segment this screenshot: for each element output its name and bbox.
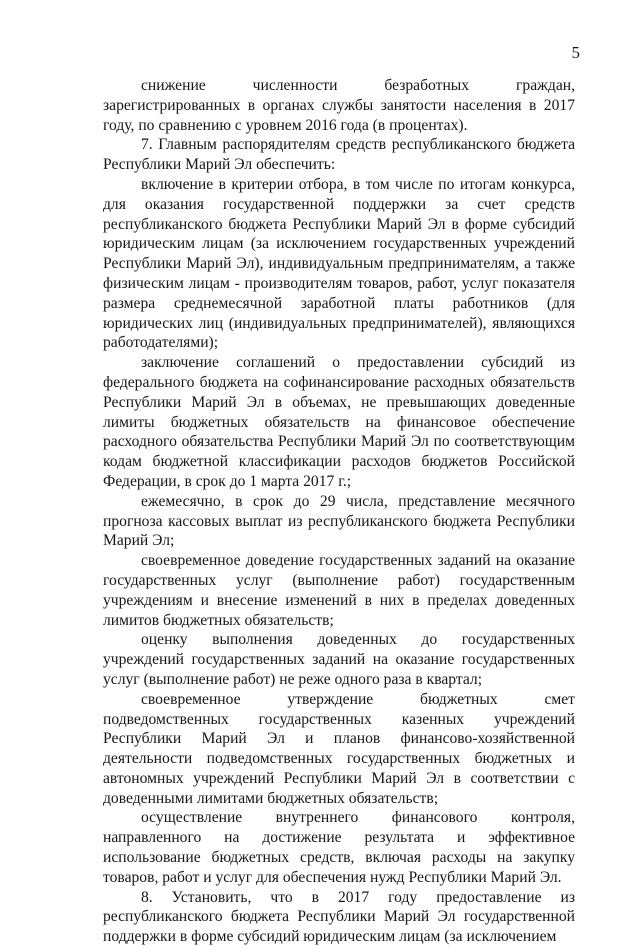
paragraph-state-assignments: своевременное доведение государственных заданий на оказание государственных услуг (выполнение работ) государственным учреждениям и внесение изменений в них в пределах доведенных лимитов бюджетных обязательств; [103,552,575,629]
paragraph-internal-control: осуществление внутреннего финансового контроля, направленного на достижение результата и эффективное использование бюджетных средств, включая расходы на закупку товаров, работ и услуг для обеспечения нужд Республики Марий Эл. [103,809,575,886]
paragraph-selection-criteria: включение в критерии отбора, в том числе по итогам конкурса, для оказания государственной поддержки за счет средств республиканского бюджета Республики Марий Эл в форме субсидий юридическим лицам (за исключением государственных учреждений Республики Марий Эл), индивидуальным предпринимателям, а также физическим лицам - производителям товаров, работ, услуг показателя размера среднемесячной заработной платы работников (для юридических лиц (индивидуальных предпринимателей), являющихся работодателями); [103,175,575,352]
paragraph-assignment-evaluation: оценку выполнения доведенных до государственных учреждений государственных заданий на оказание государственных услуг (выполнение работ) не реже одного раза в квартал; [103,631,575,688]
paragraph-monthly-forecast: ежемесячно, в срок до 29 числа, представление месячного прогноза кассовых выплат из республиканского бюджета Республики Марий Эл; [103,492,575,550]
paragraph-budget-estimates: своевременное утверждение бюджетных смет подведомственных государственных казенных учреждений Республики Марий Эл и планов финансово-хозяйственной деятельности подведомственных государственных бюджетных и автономных учреждений Республики Марий Эл в соответствии с доведенными лимитами бюджетных обязательств; [103,690,575,807]
paragraph-item-8: 8. Установить, что в 2017 году предоставление из республиканского бюджета Республики Марий Эл государственной поддержки в форме субсидий юридическим лицам (за исключением [103,888,575,946]
document-body [103,76,575,947]
paragraph-subsidy-agreements: заключение соглашений о предоставлении субсидий из федерального бюджета на софинансирование расходных обязательств Республики Марий Эл в объемах, не превышающих доведенные лимиты бюджетных обязательств на финансовое обеспечение расходного обязательства Республики Марий Эл по соответствующим кодам бюджетной классификации расходов бюджетов Российской Федерации, в срок до 1 марта 2017 г.; [103,354,575,490]
page-number: 5 [571,43,580,62]
paragraph-item-7-intro: 7. Главным распорядителям средств республиканского бюджета Республики Марий Эл обеспечить: [103,136,575,174]
paragraph-unemployment-reduction: снижение численности безработных граждан, зарегистрированных в органах службы занятости населения в 2017 году, по сравнению с уровнем 2016 года (в процентах). [103,77,575,134]
